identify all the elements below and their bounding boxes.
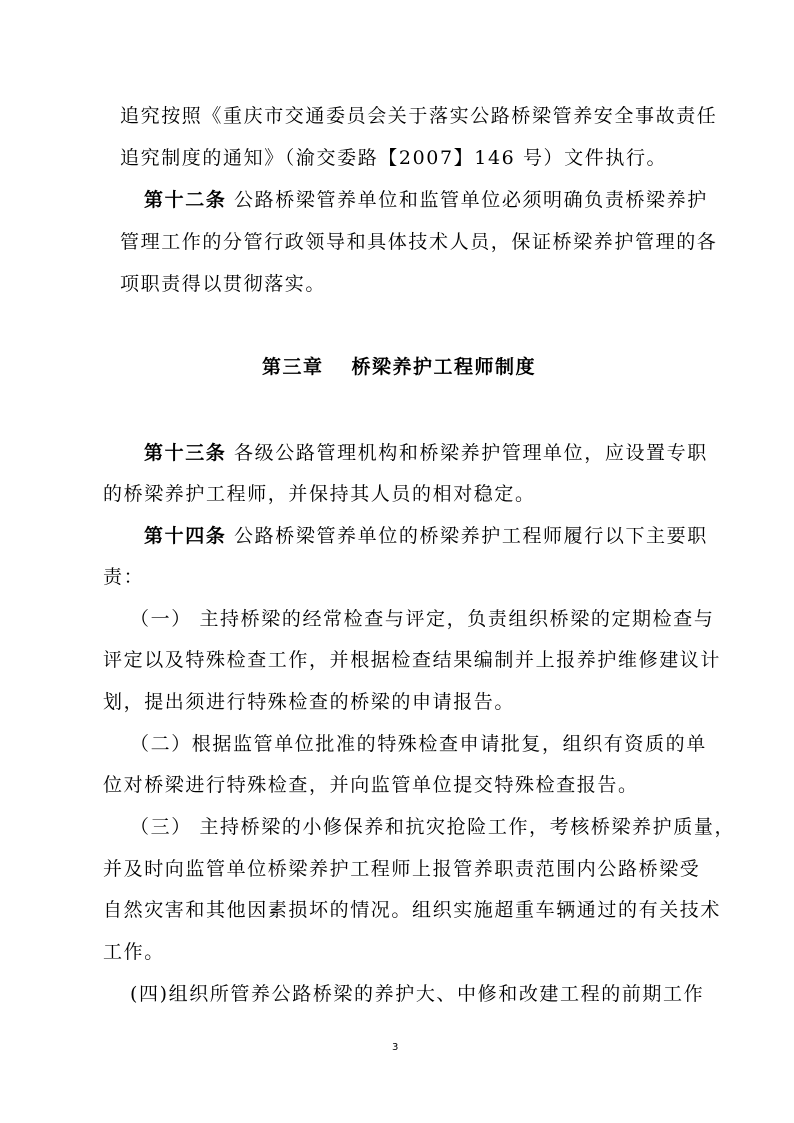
line-text: 位对桥梁进行特殊检查，并向监管单位提交特殊检查报告。: [103, 774, 639, 796]
article-number: 第十二条: [144, 189, 227, 211]
paragraph-line: [120, 103, 717, 129]
list-item-4: [130, 981, 704, 1007]
list-item-3: [130, 814, 735, 840]
article-number: 第十四条: [144, 525, 227, 547]
line-text: 追究制度的通知》（渝交委路【2007】146 号）文件执行。: [120, 147, 668, 169]
paragraph-line: [103, 939, 165, 965]
chapter-heading: [262, 354, 536, 380]
chapter-title: 桥梁养护工程师制度: [351, 356, 537, 378]
line-text: 各级公路管理机构和桥梁养护管理单位，应设置专职: [226, 442, 708, 464]
line-text: 责：: [103, 566, 145, 588]
chapter-number: 第三章: [262, 356, 324, 378]
line-text: 的桥梁养护工程师，并保持其人员的相对稳定。: [103, 483, 536, 505]
paragraph-line: [103, 772, 639, 798]
line-text: （三） 主持桥梁的小修保养和抗灾抢险工作，考核桥梁养护质量，: [130, 816, 736, 838]
line-text: （二）根据监管单位批准的特殊检查申请批复，组织有资质的单: [130, 733, 707, 755]
paragraph-line: [103, 481, 536, 507]
paragraph-line: [103, 689, 515, 715]
paragraph-line: [103, 564, 144, 590]
line-text: 并及时向监管单位桥梁养护工程师上报管养职责范围内公路桥梁受: [103, 858, 701, 880]
paragraph-line: [120, 271, 326, 297]
line-text: 划，提出须进行特殊检查的桥梁的申请报告。: [103, 691, 516, 713]
list-item-2: [130, 731, 707, 757]
article-number: 第十三条: [144, 442, 227, 464]
article-14: [144, 523, 708, 549]
line-text: 管理工作的分管行政领导和具体技术人员，保证桥梁养护管理的各: [120, 231, 718, 253]
paragraph-line: [103, 897, 721, 923]
paragraph-line: [120, 145, 667, 171]
article-12: [144, 187, 708, 213]
paragraph-line: [103, 647, 721, 673]
line-text: (四)组织所管养公路桥梁的养护大、中修和改建工程的前期工作: [130, 983, 705, 1005]
line-text: 评定以及特殊检查工作，并根据检查结果编制并上报养护维修建议计: [103, 649, 722, 671]
line-text: 公路桥梁管养单位和监管单位必须明确负责桥梁养护: [226, 189, 708, 211]
paragraph-line: [103, 856, 700, 882]
paragraph-line: [120, 229, 717, 255]
page-number: 3: [392, 1042, 399, 1053]
line-text: （一） 主持桥梁的经常检查与评定，负责组织桥梁的定期检查与: [130, 608, 715, 630]
line-text: 项职责得以贯彻落实。: [120, 273, 327, 295]
list-item-1: [130, 606, 714, 632]
line-text: 自然灾害和其他因素损坏的情况。组织实施超重车辆通过的有关技术: [103, 899, 722, 921]
line-text: 公路桥梁管养单位的桥梁养护工程师履行以下主要职: [226, 525, 708, 547]
article-13: [144, 440, 708, 466]
line-text: 工作。: [103, 941, 165, 963]
line-text: 追究按照《重庆市交通委员会关于落实公路桥梁管养安全事故责任: [120, 105, 718, 127]
